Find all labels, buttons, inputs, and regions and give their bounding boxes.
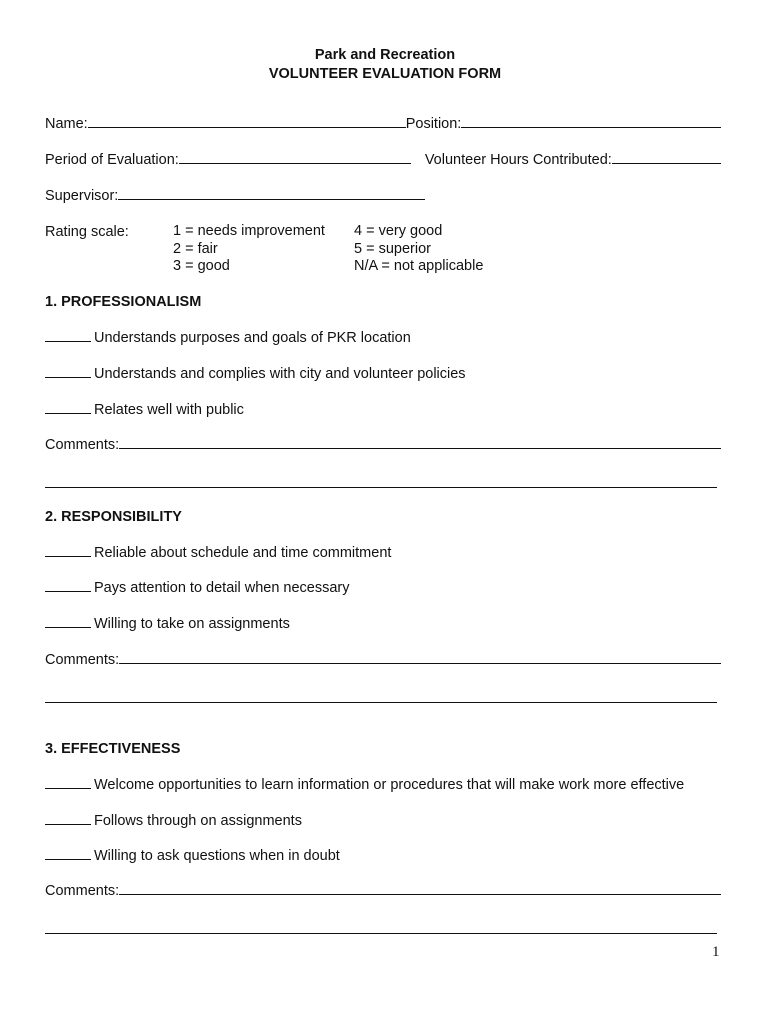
period-field[interactable] [179,151,411,164]
rating-scale-col1 [173,223,325,276]
name-position-row [45,115,721,133]
name-field[interactable] [88,115,406,128]
section-heading: 3. EFFECTIVENESS [45,741,181,757]
list-item [45,365,466,383]
rating-field[interactable] [45,401,91,414]
comments-extra-line[interactable] [45,933,717,934]
supervisor-label: Supervisor: [45,188,119,204]
list-item [45,544,391,562]
rating-field[interactable] [45,847,91,860]
comments-label: Comments: [45,652,120,668]
comments-field[interactable] [119,882,721,895]
position-label: Position: [405,116,462,132]
period-hours-row [45,151,721,169]
rating-field[interactable] [45,544,91,557]
position-field[interactable] [461,115,721,128]
item-text: Understands purposes and goals of PKR location [94,330,411,346]
scale-item: 4 = very good [354,223,443,239]
org-title: Park and Recreation [314,47,456,63]
list-item [45,776,684,794]
rating-scale-col2 [354,223,483,276]
list-item [45,401,244,419]
comments-row [45,882,721,900]
comments-label: Comments: [45,883,120,899]
list-item [45,812,302,830]
rating-scale-label: Rating scale: [45,224,129,240]
rating-field[interactable] [45,776,91,789]
comments-row [45,436,721,454]
scale-item: N/A = not applicable [354,258,484,274]
section-heading: 2. RESPONSIBILITY [45,509,182,525]
comments-label: Comments: [45,437,120,453]
comments-field[interactable] [119,651,721,664]
name-label: Name: [45,116,88,132]
item-text: Willing to ask questions when in doubt [94,848,340,864]
form-title: VOLUNTEER EVALUATION FORM [268,66,502,82]
item-text: Follows through on assignments [94,813,302,829]
item-text: Understands and complies with city and volunteer policies [94,366,466,382]
comments-field[interactable] [119,436,721,449]
item-text: Reliable about schedule and time commitment [94,545,392,561]
scale-item: 1 = needs improvement [173,223,325,239]
item-text: Willing to take on assignments [94,616,290,632]
period-label: Period of Evaluation: [45,152,179,168]
item-text: Welcome opportunities to learn information or procedures that will make work more effective [94,777,685,793]
list-item [45,847,340,865]
list-item [45,329,411,347]
rating-field[interactable] [45,365,91,378]
comments-extra-line[interactable] [45,487,717,488]
section-heading: 1. PROFESSIONALISM [45,294,202,310]
rating-field[interactable] [45,812,91,825]
comments-row [45,651,721,669]
page-number: 1 [712,944,720,960]
scale-item: 2 = fair [173,240,218,257]
rating-field[interactable] [45,579,91,592]
scale-item: 5 = superior [354,240,431,257]
hours-label: Volunteer Hours Contributed: [424,152,612,168]
list-item [45,615,290,633]
item-text: Pays attention to detail when necessary [94,580,350,596]
scale-item: 3 = good [173,258,230,274]
list-item [45,579,350,597]
rating-field[interactable] [45,615,91,628]
item-text: Relates well with public [94,402,244,418]
supervisor-field[interactable] [118,187,425,200]
hours-field[interactable] [612,151,721,164]
comments-extra-line[interactable] [45,702,717,703]
supervisor-row [45,187,425,205]
rating-field[interactable] [45,329,91,342]
